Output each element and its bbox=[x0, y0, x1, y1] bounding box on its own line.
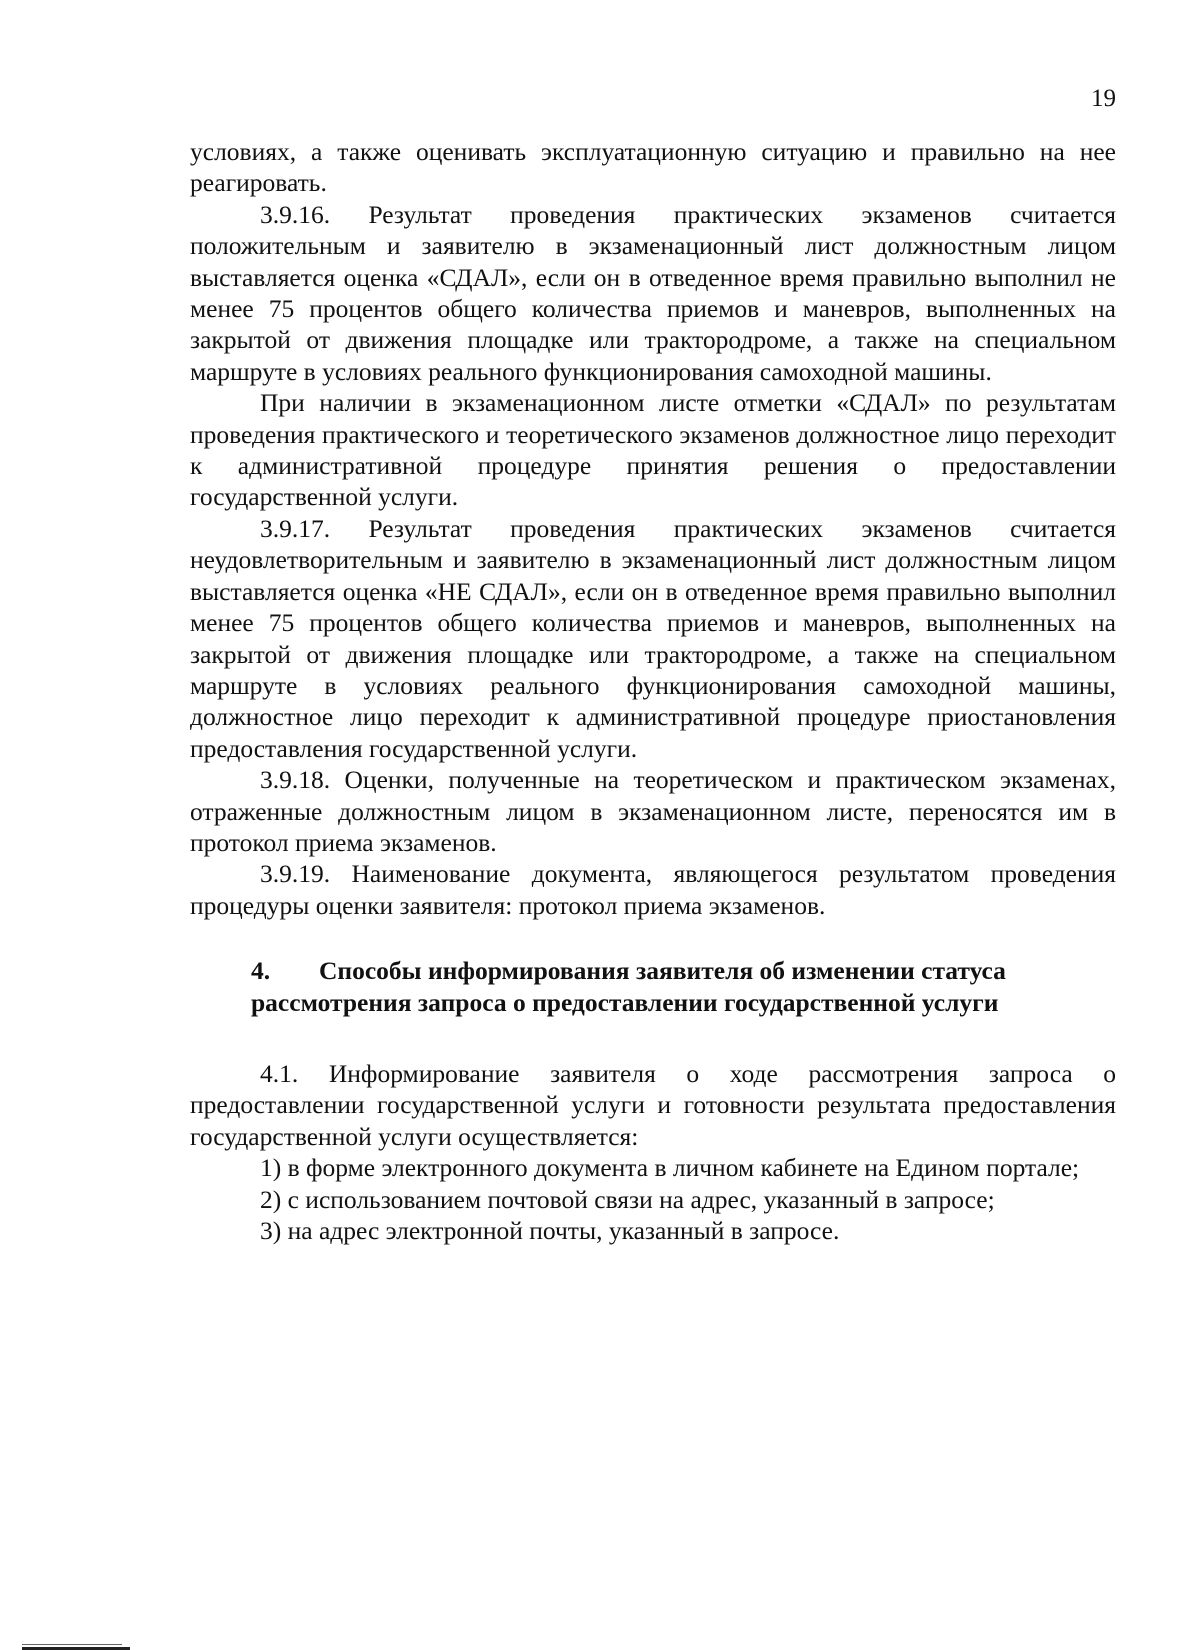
paragraph-3-9-19: 3.9.19. Наименование документа, являющегося результатом проведения процедуры оценки заявителя: протокол приема экзаменов. bbox=[190, 859, 1116, 920]
paragraph-passed-procedure: При наличии в экзаменационном листе отметки «СДАЛ» по результатам проведения практического и теоретического экзаменов должностное лицо переходит к административной процедуре принятия решения о предоставлении государственной услуги. bbox=[190, 388, 1116, 512]
section-heading bbox=[190, 955, 1116, 1018]
heading-text-line-2: рассмотрения запроса о предоставлении государственной услуги bbox=[251, 987, 999, 1017]
page-number: 19 bbox=[1091, 85, 1116, 112]
paragraph-3-9-18: 3.9.18. Оценки, полученные на теоретическом и практическом экзаменах, отраженные должностным лицом в экзаменационном листе, переносятся им в протокол приема экзаменов. bbox=[190, 765, 1116, 857]
paragraph-3-9-16: 3.9.16. Результат проведения практических экзаменов считается положительным и заявителю в экзаменационный лист должностным лицом выставляется оценка «СДАЛ», если он в отведенное время правильно выполнил не менее 75 процентов общего количества приемов и маневров, выполненных на закрытой от движения площадке или трактородроме, а также на специальном маршруте в условиях реального функционирования самоходной машины. bbox=[190, 199, 1116, 386]
heading-text-line-1: Способы информирования заявителя об изменении статуса bbox=[319, 956, 1006, 986]
heading-number: 4. bbox=[251, 956, 271, 986]
heading-line-1 bbox=[251, 955, 1116, 986]
paragraph-4-1: 4.1. Информирование заявителя о ходе рассмотрения запроса о предоставлении государственной услуги и готовности результата предоставления государственной услуги осуществляется: bbox=[190, 1058, 1116, 1151]
list-item-1: 1) в форме электронного документа в личном кабинете на Едином портале; bbox=[260, 1153, 1080, 1183]
scan-edge-mark bbox=[22, 1644, 122, 1645]
paragraph-3-9-17: 3.9.17. Результат проведения практических экзаменов считается неудовлетворительным и заявителю в экзаменационный лист должностным лицом выставляется оценка «НЕ СДАЛ», если он в отведенное время правильно выполнил менее 75 процентов общего количества приемов и маневров, выполненных на закрытой от движения площадке или трактородроме, а также на специальном маршруте в условиях реального функционирования самоходной машины, должностное лицо переходит к административной процедуре приостановления предоставления государственной услуги. bbox=[190, 513, 1116, 763]
paragraph-continuation: условиях, а также оценивать эксплуатационную ситуацию и правильно на нее реагировать. bbox=[190, 137, 1116, 198]
document-body bbox=[190, 136, 1116, 1246]
list-item-3: 3) на адрес электронной почты, указанный в запросе. bbox=[260, 1216, 840, 1245]
list-item-2: 2) с использованием почтовой связи на адрес, указанный в запросе; bbox=[260, 1184, 995, 1214]
